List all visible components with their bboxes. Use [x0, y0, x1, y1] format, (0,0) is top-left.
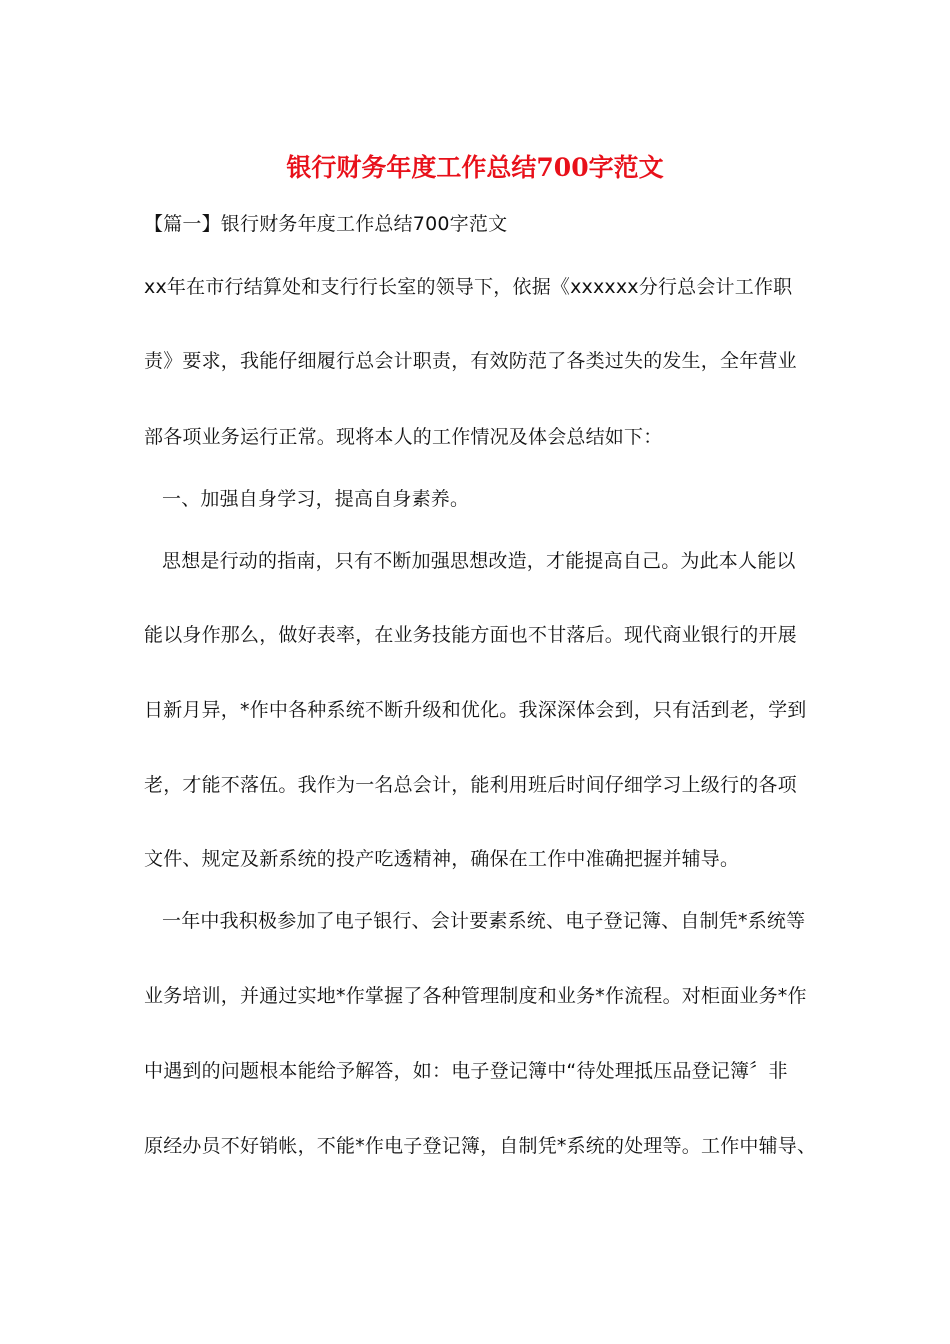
paragraph-line: 部各项业务运行正常。现将本人的工作情况及体会总结如下： [144, 426, 663, 448]
paragraph-line: 中遇到的问题根本能给予解答，如：电子登记簿中“待处理抵压品登记簿〞非 [144, 1060, 788, 1082]
paragraph-line: 一年中我积极参加了电子银行、会计要素系统、电子登记簿、自制凭*系统等 [162, 910, 806, 932]
paragraph-line: 思想是行动的指南，只有不断加强思想改造，才能提高自己。为此本人能以 [162, 550, 796, 572]
paragraph-line: 老，才能不落伍。我作为一名总会计，能利用班后时间仔细学习上级行的各项 [144, 774, 797, 796]
section-heading: 【篇一】银行财务年度工作总结700字范文 [144, 213, 508, 235]
document-title: 银行财务年度工作总结700字范文 [286, 153, 664, 182]
paragraph-line: 业务培训，并通过实地*作掌握了各种管理制度和业务*作流程。对柜面业务*作 [144, 985, 807, 1007]
paragraph-line: 责》要求，我能仔细履行总会计职责，有效防范了各类过失的发生，全年营业 [144, 350, 797, 372]
paragraph-line: 文件、规定及新系统的投产吃透精神，确保在工作中准确把握并辅导。 [144, 848, 740, 870]
subheading-line: 一、加强自身学习，提高自身素养。 [162, 488, 470, 510]
paragraph-line: xx年在市行结算处和支行行长室的领导下，依据《xxxxxx分行总会计工作职 [144, 276, 793, 298]
paragraph-line: 日新月异，*作中各种系统不断升级和优化。我深深体会到，只有活到老，学到 [144, 699, 807, 721]
paragraph-line: 原经办员不好销帐，不能*作电子登记簿，自制凭*系统的处理等。工作中辅导、 [144, 1135, 817, 1157]
paragraph-line: 能以身作那么，做好表率，在业务技能方面也不甘落后。现代商业银行的开展 [144, 624, 797, 646]
